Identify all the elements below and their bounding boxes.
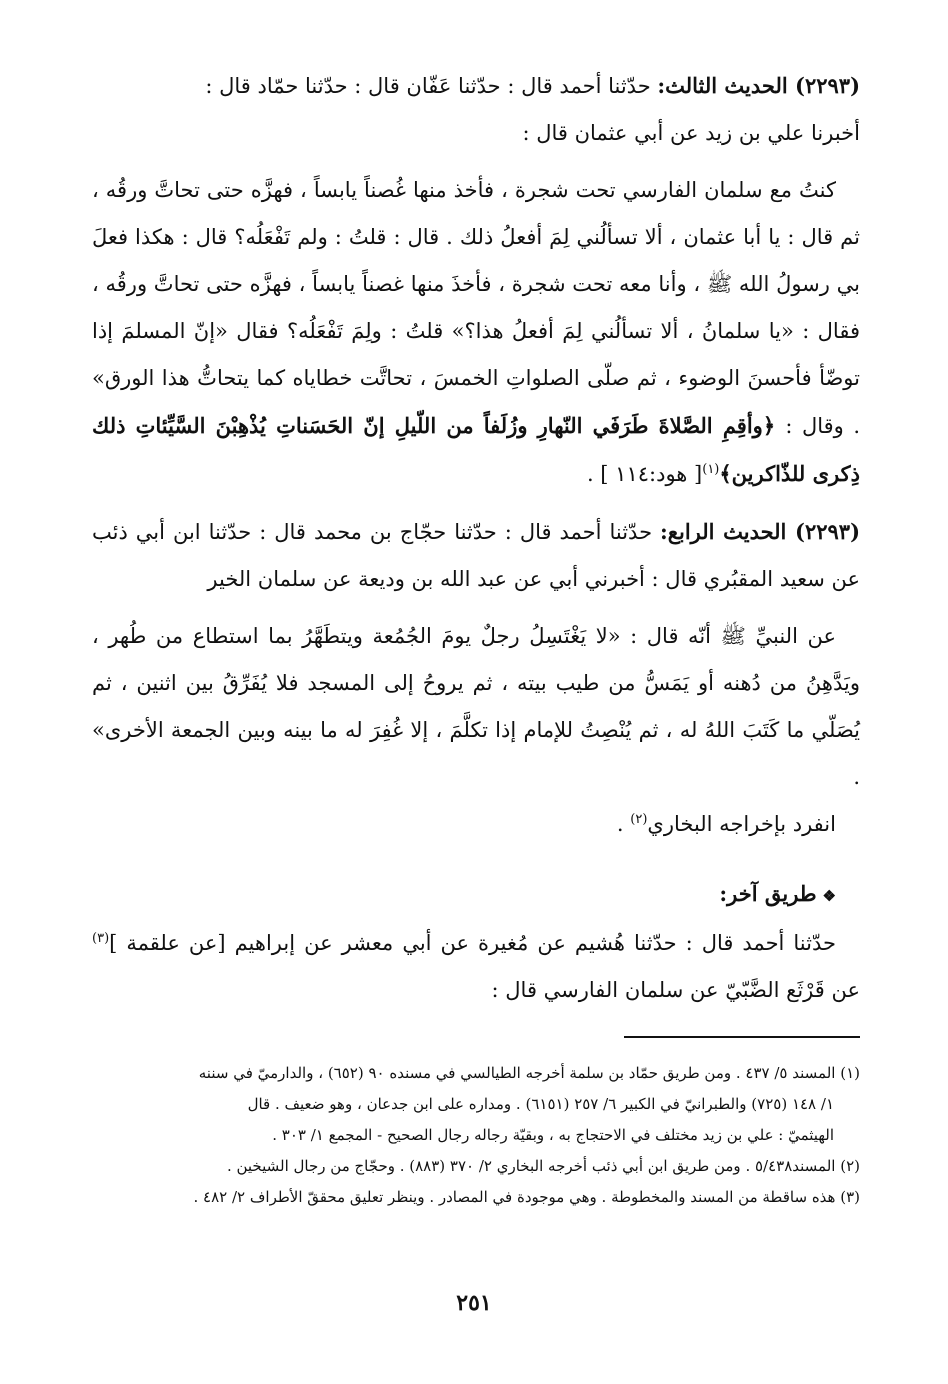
hadith-3-matn: [92, 167, 860, 498]
hadith-3-isnad-cont: أخبرنا علي بن زيد عن أبي عثمان قال :: [522, 121, 860, 145]
hadith-4-isnad: [92, 508, 860, 603]
another-route-text-main: حدّثنا أحمد قال : حدّثنا هُشيم عن مُغيرة عن أبي معشر عن إبراهيم [عن علقمة ]: [109, 931, 836, 955]
footnote-ref-2: (٢): [630, 812, 648, 827]
page-number: ٢٥١: [456, 1290, 492, 1316]
hadith-3-isnad-line1: حدّثنا أحمد قال : حدّثنا عَفّان قال : حدّثنا حمّاد قال :: [205, 74, 658, 98]
footnote-ref-1: (١): [702, 462, 720, 477]
footnote-1-line-3: الهيثميّ : علي بن زيد مختلف في الاحتجاج به ، وبقيّة رجاله رجال الصحيح - المجمع ١/ ٣٠٣ .: [272, 1126, 834, 1144]
hadith-3-label: (٢٢٩٣) الحديث الثالث:: [657, 73, 860, 98]
another-route-heading-text: طريق آخر:: [719, 881, 817, 906]
verse-reference: [ هود:١١٤ ] .: [586, 462, 703, 486]
hadith-3-matn-text: كنتُ مع سلمان الفارسي تحت شجرة ، فأخذ منها غُصناً يابساً ، فهزَّه حتى تحاتَّ ورقُه ، ثم قال : يا أبا عثمان ، ألا تسألُني لِمَ أفعلُ ذلك . قال : قلتُ : ولم تَفْعَلُه؟ قال : هكذا فعلَ بي رسولُ الله ﷺ ، وأنا معه تحت شجرة ، فأخذَ منها غصناً يابساً ، فهزَّه حتى تحاتَّ ورقُه ، فقال : «يا سلمانُ ، ألا تسألُني لِمَ أفعلُ هذا؟» قلتُ : ولِمَ تَفْعَلُه؟ فقال «إنّ المسلمَ إذا توضّأ فأحسنَ الوضوء ، ثم صلّى الصلواتِ الخمسَ ، تحاتَّت خطاياه كما يتحاتُّ هذا الورق» . وقال :: [92, 178, 860, 438]
hadith-3-isnad: [92, 62, 860, 110]
hadith-4-label: (٢٢٩٣) الحديث الرابع:: [660, 519, 860, 544]
hadith-4-note: [92, 801, 860, 848]
footnotes: [92, 1058, 860, 1213]
main-text: [92, 62, 860, 1014]
footnote-ref-3: (٣): [92, 931, 110, 946]
another-route-text-end: عن قَرْثَع الضَّبّيّ عن سلمان الفارسي قال :: [491, 978, 860, 1002]
footnote-divider: [624, 1036, 860, 1038]
footnote-1-line-1: (١) المسند ٥/ ٤٣٧ . ومن طريق حمّاد بن سلمة أخرجه الطيالسي في مسنده ٩٠ (٦٥٢) ، والدارميّ في سننه: [198, 1064, 860, 1082]
footnote-3: (٣) هذه ساقطة من المسند والمخطوطة . وهي موجودة في المصادر . وينظر تعليق محققّ الأطراف ٢/ ٤٨٢ .: [193, 1188, 860, 1206]
diamond-bullet-icon: ❖: [822, 887, 836, 905]
hadith-4-matn: عن النبيِّ ﷺ أنّه قال : «لا يَغْتَسِلُ رجلٌ يومَ الجُمُعة ويتطَهَّرُ بما استطاع من طُهر ، ويَدَّهِنُ من دُهنه أو يَمَسُّ من طيب بيته ، ثم يروحُ إلى المسجد فلا يُفَرِّقُ بين اثنين ، ثم يُصَلّي ما كَتَبَ اللهُ له ، ثم يُنْصِتُ للإمام إذا تكلَّمَ ، إلا غُفِرَ له ما بينه وبين الجمعة الأخرى» .: [92, 624, 860, 789]
quran-verse: ﴿وأقِمِ الصَّلاةَ طَرَفَي النّهارِ وزُلَفاً من اللّيلِ إنّ الحَسَناتِ يُذْهِبْنَ السَّيِّئاتِ ذلك ذِكرى للذّاكرين﴾: [92, 413, 860, 486]
footnote-1-line-2: ١/ ١٤٨ (٧٢٥) والطبرانيّ في الكبير ٦/ ٢٥٧ (٦١٥١) . ومداره على ابن جدعان ، وهو ضعيف . قال: [247, 1095, 834, 1113]
another-route-text: [92, 920, 860, 1014]
hadith-4-isnad-text: حدّثنا أحمد قال : حدّثنا حجّاج بن محمد قال : حدّثنا ابن أبي ذئب عن سعيد المقبُري قال : أخبرني أبي عن عبد الله بن وديعة عن سلمان الخير: [92, 520, 860, 591]
another-route-heading: [92, 870, 860, 920]
footnote-2: (٢) المسند٥/٤٣٨ . ومن طريق ابن أبي ذئب أخرجه البخاري ٢/ ٣٧٠ (٨٨٣) . وحجّاج من رجال الشيخين .: [226, 1157, 860, 1175]
hadith-4-note-text: انفرد بإخراجه البخاري: [647, 812, 836, 836]
hadith-4-note-end: .: [616, 812, 631, 836]
